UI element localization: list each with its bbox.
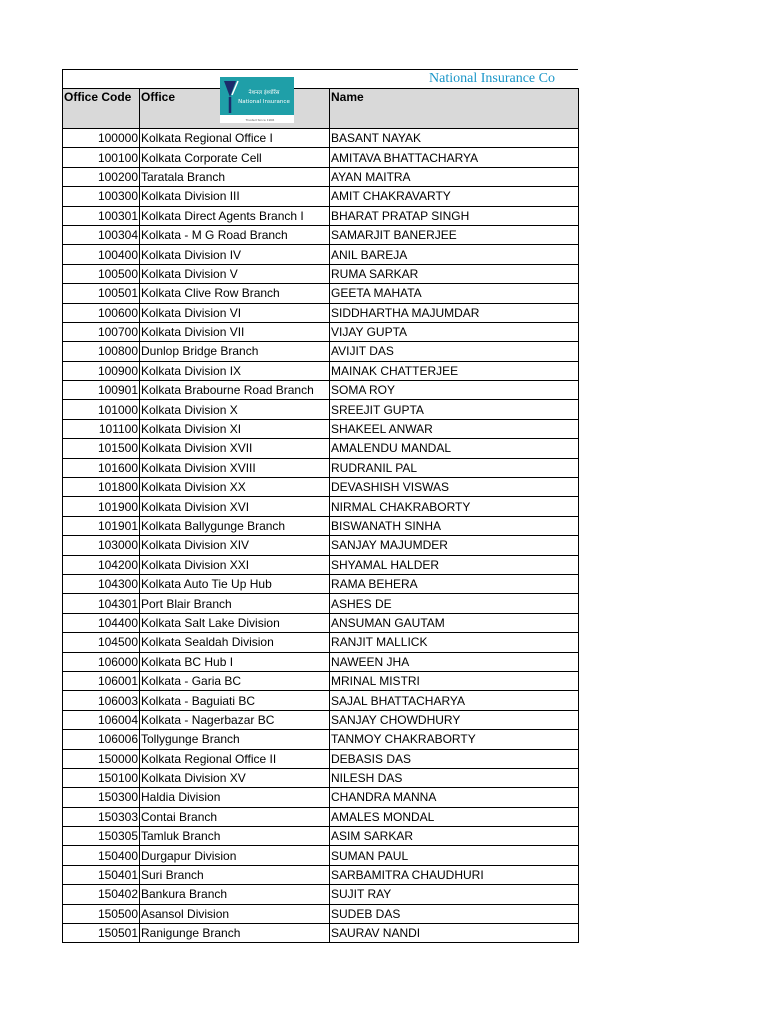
cell-office: Kolkata Clive Row Branch xyxy=(140,284,330,303)
cell-name: VIJAY GUPTA xyxy=(330,322,579,341)
cell-office: Kolkata Brabourne Road Branch xyxy=(140,381,330,400)
cell-office-code: 100400 xyxy=(63,245,140,264)
cell-office-code: 150100 xyxy=(63,768,140,787)
cell-name: RANJIT MALLICK xyxy=(330,633,579,652)
cell-name: SARBAMITRA CHAUDHURI xyxy=(330,865,579,884)
cell-office-code: 101901 xyxy=(63,516,140,535)
cell-office: Kolkata Division XX xyxy=(140,478,330,497)
cell-office: Suri Branch xyxy=(140,865,330,884)
cell-office-code: 150305 xyxy=(63,827,140,846)
title-row xyxy=(62,69,578,88)
cell-office-code: 106006 xyxy=(63,730,140,749)
cell-office-code: 100501 xyxy=(63,284,140,303)
cell-name: AMITAVA BHATTACHARYA xyxy=(330,148,579,167)
table-row xyxy=(63,381,579,400)
table-row xyxy=(63,827,579,846)
cell-name: RAMA BEHERA xyxy=(330,574,579,593)
table-row xyxy=(63,768,579,787)
cell-office-code: 106000 xyxy=(63,652,140,671)
logo-tagline: Trusted Since 1906 xyxy=(245,118,275,122)
cell-office: Ranigunge Branch xyxy=(140,924,330,943)
cell-name: SAJAL BHATTACHARYA xyxy=(330,691,579,710)
cell-office: Kolkata Direct Agents Branch I xyxy=(140,206,330,225)
cell-office: Kolkata - Nagerbazar BC xyxy=(140,710,330,729)
cell-office: Kolkata Division VI xyxy=(140,303,330,322)
cell-name: AYAN MAITRA xyxy=(330,167,579,186)
cell-office-code: 100200 xyxy=(63,167,140,186)
logo-text-hindi: नेशनल इंश्योरेंस xyxy=(248,90,280,96)
table-row xyxy=(63,846,579,865)
cell-name: ANIL BAREJA xyxy=(330,245,579,264)
cell-office-code: 150401 xyxy=(63,865,140,884)
header-name: Name xyxy=(330,89,579,129)
cell-office-code: 101000 xyxy=(63,400,140,419)
cell-name: RUMA SARKAR xyxy=(330,264,579,283)
cell-office-code: 106004 xyxy=(63,710,140,729)
cell-office-code: 150500 xyxy=(63,904,140,923)
table-row xyxy=(63,613,579,632)
cell-name: NILESH DAS xyxy=(330,768,579,787)
cell-office-code: 100901 xyxy=(63,381,140,400)
table-row xyxy=(63,633,579,652)
table-row xyxy=(63,574,579,593)
cell-name: MAINAK CHATTERJEE xyxy=(330,361,579,380)
cell-office: Kolkata Division XVIII xyxy=(140,458,330,477)
table-row xyxy=(63,478,579,497)
header-office-code: Office Code xyxy=(63,89,140,129)
office-table xyxy=(62,88,579,943)
table-row xyxy=(63,749,579,768)
cell-name: SUDEB DAS xyxy=(330,904,579,923)
cell-office-code: 100600 xyxy=(63,303,140,322)
sheet-title: National Insurance Co xyxy=(429,71,555,86)
cell-name: BISWANATH SINHA xyxy=(330,516,579,535)
cell-office: Kolkata Corporate Cell xyxy=(140,148,330,167)
cell-office: Tamluk Branch xyxy=(140,827,330,846)
cell-office-code: 104200 xyxy=(63,555,140,574)
table-row xyxy=(63,652,579,671)
table-row xyxy=(63,594,579,613)
logo-text-english: National Insurance xyxy=(238,99,290,105)
cell-office: Kolkata Division XXI xyxy=(140,555,330,574)
cell-office: Haldia Division xyxy=(140,788,330,807)
table-row xyxy=(63,206,579,225)
header-office: Office xyxy=(140,89,330,129)
cell-name: SUJIT RAY xyxy=(330,885,579,904)
table-row xyxy=(63,691,579,710)
cell-name: AVIJIT DAS xyxy=(330,342,579,361)
cell-name: SHAKEEL ANWAR xyxy=(330,419,579,438)
cell-name: DEVASHISH VISWAS xyxy=(330,478,579,497)
cell-office-code: 103000 xyxy=(63,536,140,555)
cell-office-code: 101800 xyxy=(63,478,140,497)
cell-office: Kolkata Salt Lake Division xyxy=(140,613,330,632)
table-row xyxy=(63,497,579,516)
cell-name: SANJAY MAJUMDER xyxy=(330,536,579,555)
cell-name: MRINAL MISTRI xyxy=(330,671,579,690)
cell-name: NIRMAL CHAKRABORTY xyxy=(330,497,579,516)
cell-office: Asansol Division xyxy=(140,904,330,923)
table-row xyxy=(63,264,579,283)
table-row xyxy=(63,924,579,943)
cell-office: Kolkata - Garia BC xyxy=(140,671,330,690)
cell-name: SOMA ROY xyxy=(330,381,579,400)
cell-office-code: 101100 xyxy=(63,419,140,438)
cell-name: AMALES MONDAL xyxy=(330,807,579,826)
cell-office: Kolkata Division VII xyxy=(140,322,330,341)
cell-office: Kolkata Division XV xyxy=(140,768,330,787)
table-row xyxy=(63,303,579,322)
cell-office: Bankura Branch xyxy=(140,885,330,904)
header-row xyxy=(63,89,579,129)
table-row xyxy=(63,536,579,555)
cell-name: SAMARJIT BANERJEE xyxy=(330,225,579,244)
table-row xyxy=(63,342,579,361)
table-row xyxy=(63,788,579,807)
cell-name: TANMOY CHAKRABORTY xyxy=(330,730,579,749)
table-row xyxy=(63,671,579,690)
cell-office: Kolkata Division IV xyxy=(140,245,330,264)
cell-name: RUDRANIL PAL xyxy=(330,458,579,477)
cell-name: GEETA MAHATA xyxy=(330,284,579,303)
cell-office: Kolkata - Baguiati BC xyxy=(140,691,330,710)
table-row xyxy=(63,458,579,477)
table-row xyxy=(63,555,579,574)
cell-name: SHYAMAL HALDER xyxy=(330,555,579,574)
cell-office: Kolkata Sealdah Division xyxy=(140,633,330,652)
cell-office: Kolkata Division IX xyxy=(140,361,330,380)
cell-office-code: 101600 xyxy=(63,458,140,477)
cell-name: BASANT NAYAK xyxy=(330,129,579,148)
table-row xyxy=(63,865,579,884)
cell-office-code: 101900 xyxy=(63,497,140,516)
cell-office: Kolkata Division V xyxy=(140,264,330,283)
cell-office-code: 100300 xyxy=(63,187,140,206)
table-row xyxy=(63,148,579,167)
table-row xyxy=(63,129,579,148)
cell-office-code: 101500 xyxy=(63,439,140,458)
cell-office-code: 150303 xyxy=(63,807,140,826)
cell-name: SUMAN PAUL xyxy=(330,846,579,865)
cell-name: SIDDHARTHA MAJUMDAR xyxy=(330,303,579,322)
table-row xyxy=(63,807,579,826)
cell-office: Contai Branch xyxy=(140,807,330,826)
table-row xyxy=(63,361,579,380)
cell-office-code: 100304 xyxy=(63,225,140,244)
cell-office-code: 106003 xyxy=(63,691,140,710)
cell-office-code: 104300 xyxy=(63,574,140,593)
cell-name: CHANDRA MANNA xyxy=(330,788,579,807)
table-row xyxy=(63,885,579,904)
cell-office-code: 150501 xyxy=(63,924,140,943)
table-row xyxy=(63,400,579,419)
cell-office: Kolkata Regional Office I xyxy=(140,129,330,148)
cell-office: Durgapur Division xyxy=(140,846,330,865)
cell-name: SAURAV NANDI xyxy=(330,924,579,943)
cell-office: Kolkata BC Hub I xyxy=(140,652,330,671)
table-row xyxy=(63,284,579,303)
cell-office: Kolkata Auto Tie Up Hub xyxy=(140,574,330,593)
cell-office: Kolkata Ballygunge Branch xyxy=(140,516,330,535)
table-row xyxy=(63,187,579,206)
cell-office-code: 100000 xyxy=(63,129,140,148)
cell-office: Kolkata - M G Road Branch xyxy=(140,225,330,244)
cell-office: Kolkata Division XIV xyxy=(140,536,330,555)
logo-graphic xyxy=(220,77,294,123)
cell-office: Kolkata Division XVI xyxy=(140,497,330,516)
cell-name: SANJAY CHOWDHURY xyxy=(330,710,579,729)
table-body xyxy=(63,129,579,943)
cell-name: BHARAT PRATAP SINGH xyxy=(330,206,579,225)
table-row xyxy=(63,439,579,458)
cell-office: Port Blair Branch xyxy=(140,594,330,613)
cell-name: NAWEEN JHA xyxy=(330,652,579,671)
table-row xyxy=(63,730,579,749)
cell-office-code: 100500 xyxy=(63,264,140,283)
cell-office-code: 150402 xyxy=(63,885,140,904)
cell-office: Kolkata Regional Office II xyxy=(140,749,330,768)
spreadsheet xyxy=(62,69,578,943)
cell-name: AMIT CHAKRAVARTY xyxy=(330,187,579,206)
table-row xyxy=(63,245,579,264)
cell-office: Kolkata Division XVII xyxy=(140,439,330,458)
table-row xyxy=(63,322,579,341)
table-row xyxy=(63,904,579,923)
national-insurance-logo xyxy=(220,77,294,123)
cell-office-code: 104301 xyxy=(63,594,140,613)
cell-office-code: 150300 xyxy=(63,788,140,807)
cell-name: ASHES DE xyxy=(330,594,579,613)
cell-office: Kolkata Division XI xyxy=(140,419,330,438)
cell-office-code: 104400 xyxy=(63,613,140,632)
cell-office-code: 150000 xyxy=(63,749,140,768)
cell-office-code: 100100 xyxy=(63,148,140,167)
cell-office: Kolkata Division III xyxy=(140,187,330,206)
cell-name: AMALENDU MANDAL xyxy=(330,439,579,458)
table-row xyxy=(63,225,579,244)
cell-name: SREEJIT GUPTA xyxy=(330,400,579,419)
cell-office: Tollygunge Branch xyxy=(140,730,330,749)
cell-name: ASIM SARKAR xyxy=(330,827,579,846)
cell-office-code: 104500 xyxy=(63,633,140,652)
cell-office-code: 100700 xyxy=(63,322,140,341)
cell-name: DEBASIS DAS xyxy=(330,749,579,768)
cell-office: Kolkata Division X xyxy=(140,400,330,419)
cell-office: Dunlop Bridge Branch xyxy=(140,342,330,361)
table-row xyxy=(63,710,579,729)
cell-office-code: 106001 xyxy=(63,671,140,690)
cell-office-code: 100301 xyxy=(63,206,140,225)
cell-office-code: 100900 xyxy=(63,361,140,380)
cell-office: Taratala Branch xyxy=(140,167,330,186)
table-row xyxy=(63,516,579,535)
table-row xyxy=(63,419,579,438)
cell-office-code: 150400 xyxy=(63,846,140,865)
table-row xyxy=(63,167,579,186)
cell-name: ANSUMAN GAUTAM xyxy=(330,613,579,632)
cell-office-code: 100800 xyxy=(63,342,140,361)
